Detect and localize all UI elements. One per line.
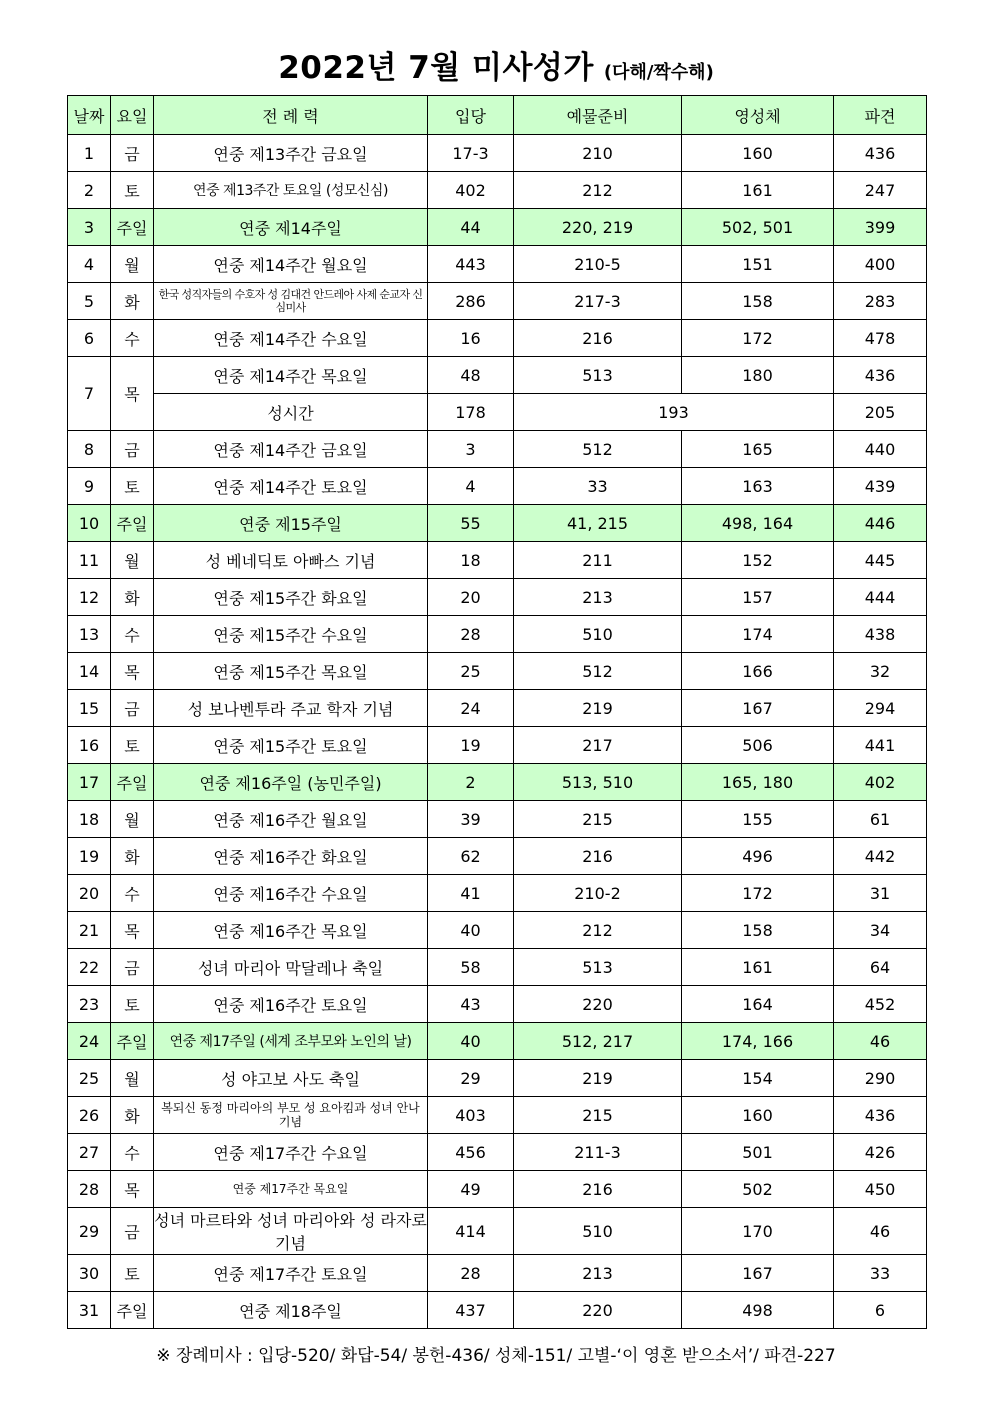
sending-cell: 294 (834, 690, 927, 727)
offertory-cell: 211-3 (514, 1134, 682, 1171)
table-row (68, 1292, 927, 1329)
date-cell: 15 (68, 690, 111, 727)
communion-cell: 160 (682, 135, 834, 172)
offertory-cell: 512, 217 (514, 1023, 682, 1060)
day-cell: 화 (111, 838, 154, 875)
date-cell: 12 (68, 579, 111, 616)
table-row (68, 505, 927, 542)
entrance-cell: 62 (428, 838, 514, 875)
offertory-communion-cell: 193 (514, 394, 834, 431)
date-cell: 7 (68, 357, 111, 431)
day-cell: 수 (111, 320, 154, 357)
sending-cell: 6 (834, 1292, 927, 1329)
table-row (68, 1060, 927, 1097)
entrance-cell: 178 (428, 394, 514, 431)
day-cell: 월 (111, 801, 154, 838)
date-cell: 30 (68, 1255, 111, 1292)
communion-cell: 155 (682, 801, 834, 838)
page-title: 2022년 7월 미사성가 (278, 50, 594, 86)
offertory-cell: 215 (514, 801, 682, 838)
table-row (68, 468, 927, 505)
table-row (68, 838, 927, 875)
entrance-cell: 20 (428, 579, 514, 616)
liturgy-cell: 연중 제14주간 토요일 (154, 468, 428, 505)
sending-cell: 445 (834, 542, 927, 579)
entrance-cell: 41 (428, 875, 514, 912)
sending-cell: 436 (834, 357, 927, 394)
sending-cell: 283 (834, 283, 927, 320)
day-cell: 화 (111, 579, 154, 616)
offertory-cell: 220 (514, 986, 682, 1023)
table-row (68, 1208, 927, 1255)
communion-cell: 172 (682, 320, 834, 357)
table-row (68, 949, 927, 986)
sending-cell: 205 (834, 394, 927, 431)
communion-cell: 154 (682, 1060, 834, 1097)
table-row (68, 690, 927, 727)
day-cell: 주일 (111, 505, 154, 542)
entrance-cell: 28 (428, 1255, 514, 1292)
liturgy-cell: 연중 제16주간 목요일 (154, 912, 428, 949)
sending-cell: 402 (834, 764, 927, 801)
liturgy-cell: 연중 제14주간 수요일 (154, 320, 428, 357)
communion-cell: 502, 501 (682, 209, 834, 246)
table-row (68, 1255, 927, 1292)
entrance-cell: 48 (428, 357, 514, 394)
communion-cell: 164 (682, 986, 834, 1023)
communion-cell: 501 (682, 1134, 834, 1171)
offertory-cell: 211 (514, 542, 682, 579)
header-entrance: 입당 (428, 96, 514, 135)
sending-cell: 442 (834, 838, 927, 875)
table-row (68, 579, 927, 616)
date-cell: 29 (68, 1208, 111, 1255)
entrance-cell: 43 (428, 986, 514, 1023)
date-cell: 5 (68, 283, 111, 320)
day-cell: 토 (111, 1255, 154, 1292)
day-cell: 수 (111, 1134, 154, 1171)
liturgy-cell: 성 보나벤투라 주교 학자 기념 (154, 690, 428, 727)
date-cell: 3 (68, 209, 111, 246)
liturgy-cell: 연중 제16주간 토요일 (154, 986, 428, 1023)
offertory-cell: 219 (514, 690, 682, 727)
liturgy-cell: 연중 제15주간 목요일 (154, 653, 428, 690)
communion-cell: 496 (682, 838, 834, 875)
table-row (68, 357, 927, 394)
entrance-cell: 414 (428, 1208, 514, 1255)
date-cell: 8 (68, 431, 111, 468)
sending-cell: 61 (834, 801, 927, 838)
table-row (68, 431, 927, 468)
communion-cell: 163 (682, 468, 834, 505)
communion-cell: 498 (682, 1292, 834, 1329)
offertory-cell: 210-5 (514, 246, 682, 283)
day-cell: 금 (111, 135, 154, 172)
entrance-cell: 17-3 (428, 135, 514, 172)
liturgy-cell: 연중 제17주간 수요일 (154, 1134, 428, 1171)
offertory-cell: 510 (514, 1208, 682, 1255)
day-cell: 주일 (111, 209, 154, 246)
day-cell: 월 (111, 1060, 154, 1097)
offertory-cell: 217 (514, 727, 682, 764)
sending-cell: 446 (834, 505, 927, 542)
entrance-cell: 40 (428, 912, 514, 949)
date-cell: 2 (68, 172, 111, 209)
entrance-cell: 403 (428, 1097, 514, 1134)
day-cell: 수 (111, 616, 154, 653)
day-cell: 월 (111, 542, 154, 579)
offertory-cell: 41, 215 (514, 505, 682, 542)
liturgy-cell: 연중 제15주간 수요일 (154, 616, 428, 653)
communion-cell: 161 (682, 949, 834, 986)
offertory-cell: 513 (514, 949, 682, 986)
communion-cell: 172 (682, 875, 834, 912)
table-row (68, 172, 927, 209)
offertory-cell: 215 (514, 1097, 682, 1134)
offertory-cell: 212 (514, 912, 682, 949)
communion-cell: 152 (682, 542, 834, 579)
communion-cell: 174 (682, 616, 834, 653)
entrance-cell: 16 (428, 320, 514, 357)
communion-cell: 174, 166 (682, 1023, 834, 1060)
sending-cell: 34 (834, 912, 927, 949)
communion-cell: 166 (682, 653, 834, 690)
table-row (68, 653, 927, 690)
liturgy-cell: 연중 제17주간 토요일 (154, 1255, 428, 1292)
entrance-cell: 456 (428, 1134, 514, 1171)
table-row (68, 283, 927, 320)
sending-cell: 441 (834, 727, 927, 764)
table-row (68, 135, 927, 172)
header-date: 날짜 (68, 96, 111, 135)
offertory-cell: 212 (514, 172, 682, 209)
communion-cell: 170 (682, 1208, 834, 1255)
date-cell: 21 (68, 912, 111, 949)
entrance-cell: 443 (428, 246, 514, 283)
liturgy-cell: 연중 제17주간 목요일 (154, 1171, 428, 1208)
entrance-cell: 44 (428, 209, 514, 246)
table-row (68, 1134, 927, 1171)
offertory-cell: 219 (514, 1060, 682, 1097)
date-cell: 6 (68, 320, 111, 357)
sending-cell: 452 (834, 986, 927, 1023)
entrance-cell: 25 (428, 653, 514, 690)
sending-cell: 33 (834, 1255, 927, 1292)
sending-cell: 64 (834, 949, 927, 986)
table-row (68, 875, 927, 912)
communion-cell: 180 (682, 357, 834, 394)
offertory-cell: 216 (514, 1171, 682, 1208)
liturgy-cell: 연중 제18주일 (154, 1292, 428, 1329)
header-row (68, 96, 927, 135)
offertory-cell: 512 (514, 653, 682, 690)
table-row (68, 246, 927, 283)
date-cell: 18 (68, 801, 111, 838)
table-row (68, 727, 927, 764)
communion-cell: 502 (682, 1171, 834, 1208)
date-cell: 24 (68, 1023, 111, 1060)
date-cell: 10 (68, 505, 111, 542)
table-row (68, 912, 927, 949)
offertory-cell: 216 (514, 320, 682, 357)
day-cell: 주일 (111, 1023, 154, 1060)
offertory-cell: 217-3 (514, 283, 682, 320)
liturgy-cell: 연중 제15주간 화요일 (154, 579, 428, 616)
liturgy-cell: 성녀 마르타와 성녀 마리아와 성 라자로 기념 (154, 1208, 428, 1255)
table-row (68, 801, 927, 838)
communion-cell: 498, 164 (682, 505, 834, 542)
offertory-cell: 210-2 (514, 875, 682, 912)
liturgy-cell: 연중 제17주일 (세계 조부모와 노인의 날) (154, 1023, 428, 1060)
date-cell: 13 (68, 616, 111, 653)
communion-cell: 161 (682, 172, 834, 209)
day-cell: 금 (111, 690, 154, 727)
liturgy-cell: 연중 제14주간 목요일 (154, 357, 428, 394)
date-cell: 31 (68, 1292, 111, 1329)
liturgy-cell: 연중 제15주간 토요일 (154, 727, 428, 764)
offertory-cell: 210 (514, 135, 682, 172)
entrance-cell: 58 (428, 949, 514, 986)
entrance-cell: 49 (428, 1171, 514, 1208)
date-cell: 14 (68, 653, 111, 690)
table-row (68, 616, 927, 653)
liturgy-cell: 연중 제14주일 (154, 209, 428, 246)
sending-cell: 444 (834, 579, 927, 616)
date-cell: 28 (68, 1171, 111, 1208)
sending-cell: 290 (834, 1060, 927, 1097)
date-cell: 16 (68, 727, 111, 764)
day-cell: 화 (111, 1097, 154, 1134)
table-row (68, 1023, 927, 1060)
offertory-cell: 512 (514, 431, 682, 468)
entrance-cell: 286 (428, 283, 514, 320)
table-row (68, 542, 927, 579)
title-area (0, 42, 992, 87)
day-cell: 목 (111, 357, 154, 431)
day-cell: 금 (111, 431, 154, 468)
hymn-schedule-table (67, 95, 927, 1329)
table-row (68, 986, 927, 1023)
date-cell: 17 (68, 764, 111, 801)
header-offertory: 예물준비 (514, 96, 682, 135)
communion-cell: 157 (682, 579, 834, 616)
date-cell: 4 (68, 246, 111, 283)
table-row (68, 764, 927, 801)
liturgy-cell: 복되신 동정 마리아의 부모 성 요아킴과 성녀 안나 기념 (154, 1097, 428, 1134)
table-row (68, 394, 927, 431)
communion-cell: 160 (682, 1097, 834, 1134)
offertory-cell: 220, 219 (514, 209, 682, 246)
date-cell: 25 (68, 1060, 111, 1097)
sending-cell: 436 (834, 135, 927, 172)
entrance-cell: 40 (428, 1023, 514, 1060)
entrance-cell: 3 (428, 431, 514, 468)
date-cell: 9 (68, 468, 111, 505)
offertory-cell: 216 (514, 838, 682, 875)
sending-cell: 436 (834, 1097, 927, 1134)
communion-cell: 165 (682, 431, 834, 468)
header-sending: 파견 (834, 96, 927, 135)
sending-cell: 31 (834, 875, 927, 912)
sending-cell: 440 (834, 431, 927, 468)
day-cell: 목 (111, 653, 154, 690)
date-cell: 23 (68, 986, 111, 1023)
day-cell: 목 (111, 1171, 154, 1208)
offertory-cell: 513 (514, 357, 682, 394)
communion-cell: 158 (682, 283, 834, 320)
table-row (68, 209, 927, 246)
communion-cell: 165, 180 (682, 764, 834, 801)
sending-cell: 32 (834, 653, 927, 690)
liturgy-cell: 성녀 마리아 막달레나 축일 (154, 949, 428, 986)
sending-cell: 439 (834, 468, 927, 505)
date-cell: 22 (68, 949, 111, 986)
day-cell: 토 (111, 727, 154, 764)
day-cell: 토 (111, 986, 154, 1023)
sending-cell: 247 (834, 172, 927, 209)
offertory-cell: 220 (514, 1292, 682, 1329)
offertory-cell: 213 (514, 579, 682, 616)
table-row (68, 320, 927, 357)
date-cell: 1 (68, 135, 111, 172)
day-cell: 주일 (111, 764, 154, 801)
day-cell: 토 (111, 468, 154, 505)
header-communion: 영성체 (682, 96, 834, 135)
communion-cell: 151 (682, 246, 834, 283)
header-liturgy: 전 례 력 (154, 96, 428, 135)
entrance-cell: 437 (428, 1292, 514, 1329)
liturgy-cell: 연중 제13주간 토요일 (성모신심) (154, 172, 428, 209)
entrance-cell: 19 (428, 727, 514, 764)
entrance-cell: 402 (428, 172, 514, 209)
communion-cell: 167 (682, 690, 834, 727)
liturgy-cell: 성 베네딕토 아빠스 기념 (154, 542, 428, 579)
liturgy-cell: 연중 제16주일 (농민주일) (154, 764, 428, 801)
liturgy-cell: 연중 제15주일 (154, 505, 428, 542)
liturgy-cell: 연중 제16주간 화요일 (154, 838, 428, 875)
offertory-cell: 510 (514, 616, 682, 653)
table-row (68, 1097, 927, 1134)
day-cell: 주일 (111, 1292, 154, 1329)
communion-cell: 158 (682, 912, 834, 949)
liturgy-cell: 연중 제16주간 월요일 (154, 801, 428, 838)
sending-cell: 478 (834, 320, 927, 357)
entrance-cell: 39 (428, 801, 514, 838)
day-cell: 금 (111, 949, 154, 986)
table-row (68, 1171, 927, 1208)
date-cell: 27 (68, 1134, 111, 1171)
day-cell: 금 (111, 1208, 154, 1255)
sending-cell: 46 (834, 1208, 927, 1255)
day-cell: 토 (111, 172, 154, 209)
liturgy-cell: 연중 제14주간 월요일 (154, 246, 428, 283)
entrance-cell: 28 (428, 616, 514, 653)
entrance-cell: 29 (428, 1060, 514, 1097)
sending-cell: 400 (834, 246, 927, 283)
entrance-cell: 18 (428, 542, 514, 579)
header-day: 요일 (111, 96, 154, 135)
sending-cell: 426 (834, 1134, 927, 1171)
date-cell: 11 (68, 542, 111, 579)
day-cell: 화 (111, 283, 154, 320)
day-cell: 월 (111, 246, 154, 283)
offertory-cell: 33 (514, 468, 682, 505)
day-cell: 수 (111, 875, 154, 912)
liturgy-cell: 성시간 (154, 394, 428, 431)
offertory-cell: 513, 510 (514, 764, 682, 801)
liturgy-cell: 연중 제13주간 금요일 (154, 135, 428, 172)
offertory-cell: 213 (514, 1255, 682, 1292)
liturgy-cell: 한국 성직자들의 수호자 성 김대건 안드레아 사제 순교자 신심미사 (154, 283, 428, 320)
page-subtitle: (다해/짝수해) (603, 62, 714, 83)
communion-cell: 506 (682, 727, 834, 764)
sending-cell: 450 (834, 1171, 927, 1208)
day-cell: 목 (111, 912, 154, 949)
entrance-cell: 55 (428, 505, 514, 542)
date-cell: 26 (68, 1097, 111, 1134)
date-cell: 19 (68, 838, 111, 875)
funeral-mass-note: ※ 장례미사 : 입당-520/ 화답-54/ 봉헌-436/ 성체-151/ 고별-‘이 영혼 받으소서’/ 파견-227 (156, 1346, 836, 1366)
liturgy-cell: 연중 제14주간 금요일 (154, 431, 428, 468)
sending-cell: 399 (834, 209, 927, 246)
date-cell: 20 (68, 875, 111, 912)
entrance-cell: 4 (428, 468, 514, 505)
sending-cell: 438 (834, 616, 927, 653)
entrance-cell: 2 (428, 764, 514, 801)
liturgy-cell: 연중 제16주간 수요일 (154, 875, 428, 912)
entrance-cell: 24 (428, 690, 514, 727)
liturgy-cell: 성 야고보 사도 축일 (154, 1060, 428, 1097)
communion-cell: 167 (682, 1255, 834, 1292)
sending-cell: 46 (834, 1023, 927, 1060)
